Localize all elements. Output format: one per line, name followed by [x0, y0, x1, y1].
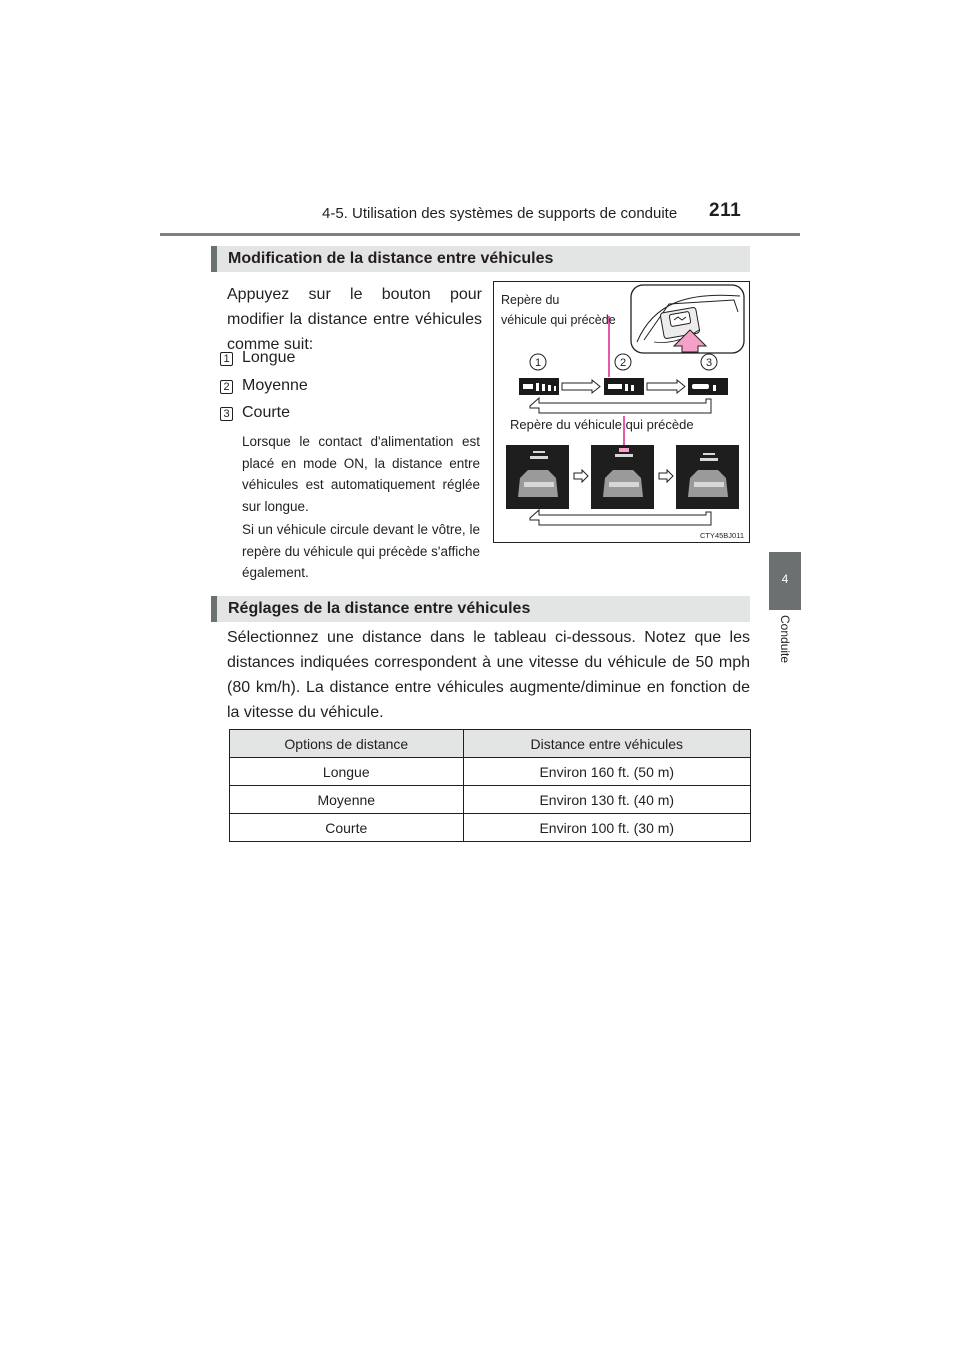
note-auto-longue: Lorsque le contact d'alimentation est placé en mode ON, la distance entre véhicules est automatiquement réglée sur longue. — [242, 434, 480, 514]
section-heading-reglages — [211, 596, 750, 622]
table-cell-distance: Environ 160 ft. (50 m) — [463, 758, 750, 786]
note-preceding-vehicle: Si un véhicule circule devant le vôtre, le repère du véhicule qui précède s'affiche également. — [242, 522, 480, 580]
page-number: 211 — [709, 200, 742, 221]
chapter-tab — [769, 552, 801, 610]
item-number-3: 3 — [220, 407, 233, 421]
section-title: Modification de la distance entre véhicules — [228, 250, 554, 267]
multi-info-displays — [506, 445, 739, 509]
section-heading-modification — [211, 246, 750, 272]
item-label-longue: Longue — [242, 349, 296, 366]
table-cell-option: Moyenne — [230, 786, 464, 814]
table-row — [230, 786, 751, 814]
callout-middle: Repère du véhicule qui précède — [510, 417, 694, 432]
chapter-number: 4 — [781, 572, 789, 586]
table-header-row — [230, 730, 751, 758]
section-title: Réglages de la distance entre véhicules — [228, 600, 531, 617]
table-header-options: Options de distance — [230, 730, 464, 758]
settings-paragraph: Sélectionnez une distance dans le tableau ci-dessous. Notez que les distances indiquées correspondent à une vitesse du véhicule de 50 mph (80 km/h). La distance entre véhicules augmente/diminue en fonction de la vitesse du véhicule. — [227, 629, 750, 721]
distance-indicators — [519, 378, 728, 395]
callout-top-line1: Repère du — [501, 293, 560, 307]
intro-paragraph: Appuyez sur le bouton pour modifier la distance entre véhicules comme suit: — [227, 286, 482, 353]
steering-switch-inset — [631, 285, 744, 353]
table-header-distance: Distance entre véhicules — [463, 730, 750, 758]
item-number-2: 2 — [220, 380, 233, 394]
figure-code: CTY45BJ011 — [699, 531, 744, 540]
figure-illustration — [494, 282, 749, 542]
distance-table — [229, 729, 751, 842]
table-cell-distance: Environ 130 ft. (40 m) — [463, 786, 750, 814]
step-markers — [530, 354, 717, 370]
callout-top-line2: véhicule qui précède — [501, 313, 616, 327]
step-1-label: 1 — [534, 357, 542, 369]
step-2-label: 2 — [619, 357, 627, 369]
item-label-moyenne: Moyenne — [242, 377, 308, 394]
figure-distance-button — [493, 281, 750, 543]
item-number-1: 1 — [220, 352, 233, 366]
header-rule — [160, 233, 800, 236]
table-cell-option: Courte — [230, 814, 464, 842]
step-3-label: 3 — [705, 357, 713, 369]
running-header-section: 4-5. Utilisation des systèmes de supports de conduite — [322, 205, 678, 222]
table-row — [230, 814, 751, 842]
table-cell-option: Longue — [230, 758, 464, 786]
chapter-label: Conduite — [778, 615, 792, 664]
item-label-courte: Courte — [242, 404, 291, 421]
table-cell-distance: Environ 100 ft. (30 m) — [463, 814, 750, 842]
table-row — [230, 758, 751, 786]
